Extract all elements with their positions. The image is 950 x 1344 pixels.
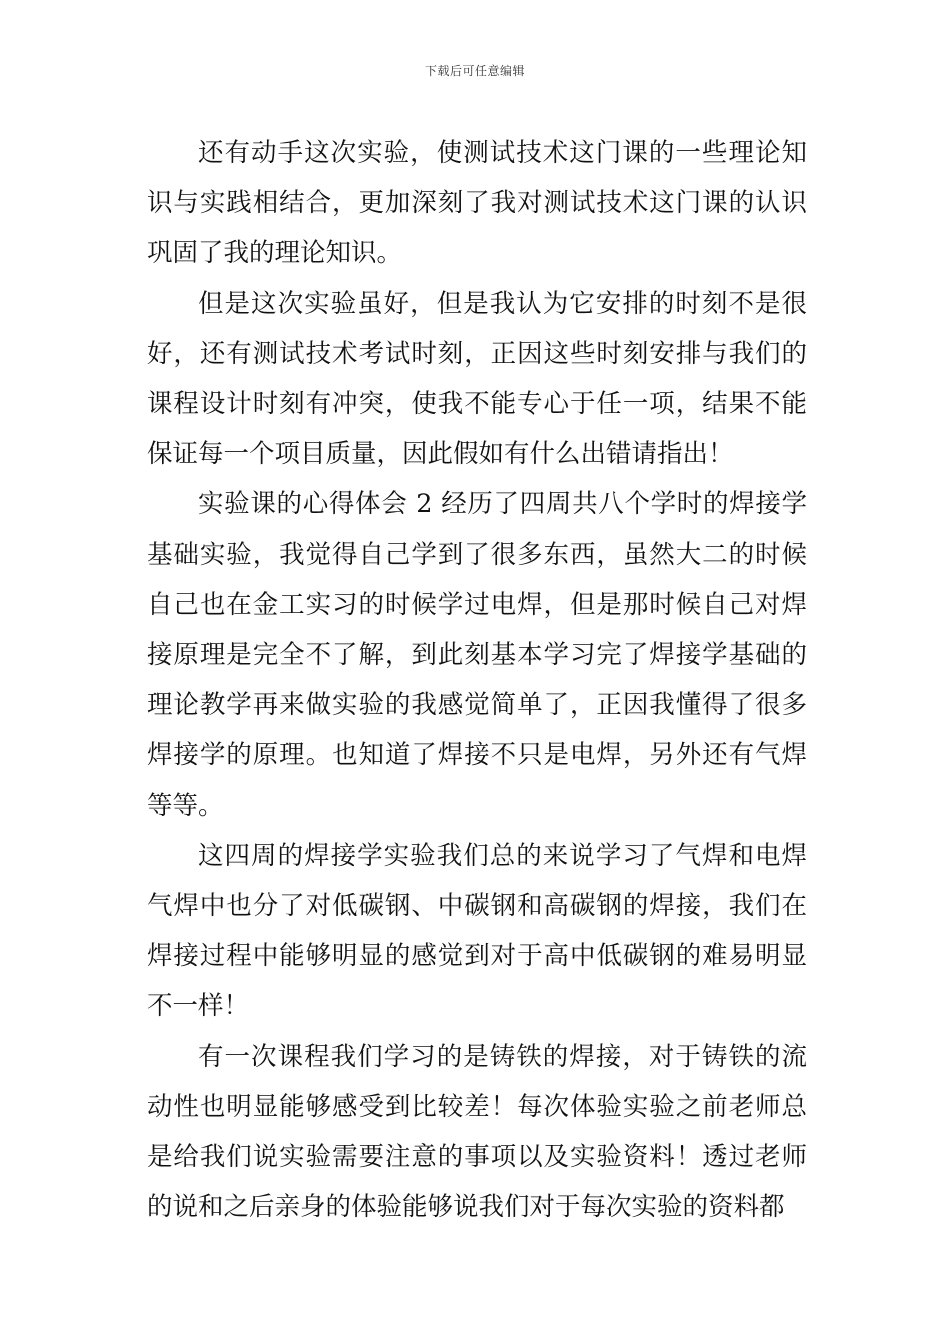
- document-body: [147, 128, 807, 1232]
- paragraph-4: 这四周的焊接学实验我们总的来说学习了气焊和电焊气焊中也分了对低碳钢、中碳钢和高碳钢的焊接，我们在焊接过程中能够明显的感觉到对于高中低碳钢的难易明显不一样！: [147, 840, 807, 1022]
- paragraph-3: 实验课的心得体会 2 经历了四周共八个学时的焊接学基础实验，我觉得自己学到了很多东西，虽然大二的时候自己也在金工实习的时候学过电焊，但是那时候自己对焊接原理是完全不了解，到此刻基本学习完了焊接学基础的理论教学再来做实验的我感觉简单了，正因我懂得了很多焊接学的原理。也知道了焊接不只是电焊，另外还有气焊等等。: [147, 489, 807, 821]
- page-header: 下载后可任意编辑: [424, 64, 525, 78]
- paragraph-5: 有一次课程我们学习的是铸铁的焊接，对于铸铁的流动性也明显能够感受到比较差！每次体验实验之前老师总是给我们说实验需要注意的事项以及实验资料！透过老师的说和之后亲身的体验能够说我们对于每次实验的资料都: [147, 1041, 807, 1223]
- paragraph-1: 还有动手这次实验，使测试技术这门课的一些理论知识与实践相结合，更加深刻了我对测试技术这门课的认识巩固了我的理论知识。: [147, 138, 807, 269]
- paragraph-2: 但是这次实验虽好，但是我认为它安排的时刻不是很好，还有测试技术考试时刻，正因这些时刻安排与我们的课程设计时刻有冲突，使我不能专心于任一项，结果不能保证每一个项目质量，因此假如有什么出错请指出！: [147, 288, 807, 470]
